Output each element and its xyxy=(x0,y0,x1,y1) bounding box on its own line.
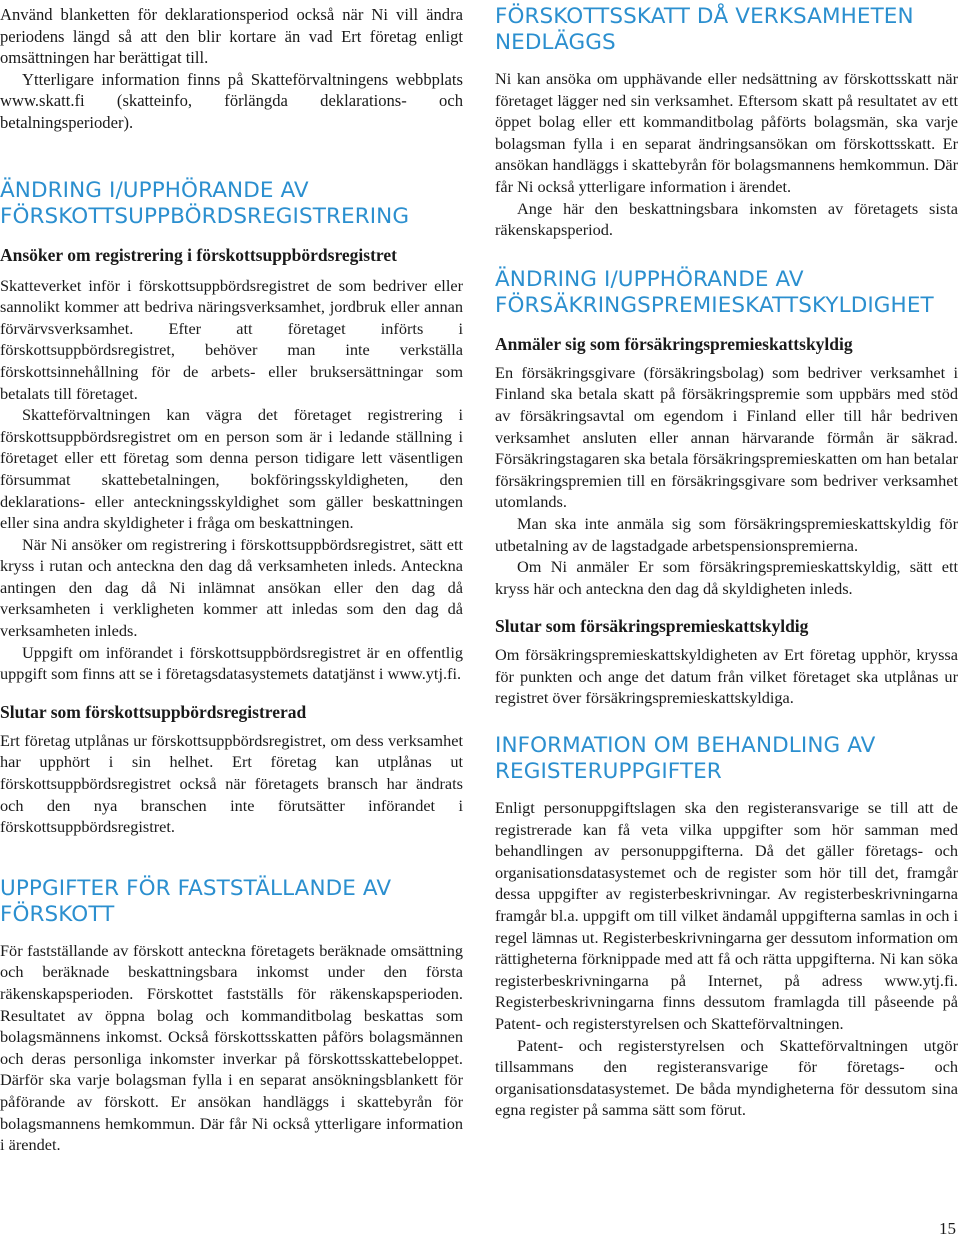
body-paragraph: En försäkringsgivare (försäkringsbolag) som bedriver verksamhet i Finland ska betala skatt på försäkringspremie som uppbärs med stöd av försäkringsavtal om egendom i Finland eller till hår bedriven verksamhet ansluten eller annan härvarande förmån är säkrad. Försäkringstagaren ska betala försäkringspremieskatten om han betalar försäkringspremien till en försäkringsgivare som bedriver verksamhet utomlands. xyxy=(495,362,958,512)
right-column xyxy=(495,4,958,1121)
body-paragraph: Skatteförvaltningen kan vägra det företaget registrering i förskottsuppbördsregistret om en person som är i ledande ställning i företaget eller ett företag som denna person tidigare lett väsentligen försummat skattebetalningen, bokföringsskyldigheten, den deklarations- eller anteckningsskyldighet som gäller beskattningen eller sina andra skyldigheter i fråga om beskattningen. xyxy=(0,405,463,533)
body-paragraph: Om försäkringspremieskattskyldigheten av Ert företag upphör, kryssa för punkten och ange det datum från vilket företaget ska utplånas ur registret över försäkringspremieskattskyldiga. xyxy=(495,645,958,708)
subheading-end-registration: Slutar som förskottsuppbördsregistrerad xyxy=(0,701,307,722)
intro-paragraph: Använd blanketten för deklarationsperiod också när Ni vill ändra periodens längd så att den blir kortare än vad Ert företag enligt omsättningen har berättigat till. xyxy=(0,5,463,68)
section-heading-prepayment: UPPGIFTER FÖR FASTSTÄLLANDE AV FÖRSKOTT xyxy=(0,875,392,927)
body-paragraph: Enligt personuppgiftslagen ska den registeransvarige se till att de registrerade kan få veta vilka uppgifter som hör samman med behandlingen av personuppgifterna. Då det gäller företags- och organisationsdatasystemet och de register som hör till det, framgår dessa uppgifter av registerbeskrivningar. Av registerbeskrivningarna framgår bl.a. uppgift om till vilket ändamål uppgifterna samlas in och i regel lämnas ut. Registerbeskrivningarna ger dessutom information om rättigheterna förknippade med att få och rätta uppgifterna. Ni kan söka registerbeskrivningarna på Internet, på adress www.ytj.fi. Registerbeskrivningarna finns dessutom framlagda till påseende på Patent- och registerstyrelsen och Skatteförvaltningen. xyxy=(495,798,958,1033)
subheading-register-insurance-tax: Anmäler sig som försäkringspremieskattskyldig xyxy=(495,333,853,354)
section-heading-registration: ÄNDRING I/UPPHÖRANDE AV FÖRSKOTTSUPPBÖRDSREGISTRERING xyxy=(0,177,410,229)
left-column xyxy=(0,4,463,1156)
body-paragraph: Skatteverket inför i förskottsuppbördsregistret de som bedriver eller sannolikt kommer att bedriva näringsverksamhet, jordbruk eller annan förvärvsverksamhet. Efter att företaget införts i förskottsuppbördsregistret, behöver man inte verkställa förskottsinnehållning för de arbets- eller bruksersättningar som betalats till företaget. xyxy=(0,275,463,403)
body-paragraph: Patent- och registerstyrelsen och Skatteförvaltningen utgör tillsammans den registeransvarige för företags- och organisationsdatasystemet. De båda myndigheterna för dessutom sina egna register på samma sätt som förut. xyxy=(495,1035,958,1120)
body-paragraph: Ange här den beskattningsbara inkomsten av företagets sista räkenskapsperiod. xyxy=(495,198,958,240)
body-paragraph: Ni kan ansöka om upphävande eller nedsättning av förskottsskatt när företaget lägger ned sin verksamhet. Eftersom skatt på resultatet av ett öppet bolag eller ett kommanditbolag påförts bolagsmän, ska varje bolagsman fylla i en separat ändringsansökan om förskottsskatt. Er ansökan handläggs i skattebyrån för bolagsmannens hemkommun. Där får Ni också ytterligare information i ärendet. xyxy=(495,69,958,196)
subheading-apply-registration: Ansöker om registrering i förskottsuppbördsregistret xyxy=(0,244,397,265)
body-paragraph: Ert företag utplånas ur förskottsuppbördsregistret, om dess verksamhet har upphört i sin helhet. Ert företag kan utplånas ut förskottsuppbördsregistret också när företagets bransch har ändrats och den nya branschen inte förutsätter införandet i förskottsuppbördsregistret. xyxy=(0,730,463,837)
section-heading-prepayment-tax-closure: FÖRSKOTTSSKATT DÅ VERKSAMHETEN NEDLÄGGS xyxy=(495,4,914,55)
body-paragraph: Uppgift om införandet i förskottsuppbördsregistret är en offentlig uppgift som finns att se i företagsdatasystemets datatjänst i www.ytj.fi. xyxy=(0,642,463,684)
body-paragraph: Om Ni anmäler Er som försäkringspremieskattskyldig, sätt ett kryss här och anteckna den dag då skyldigheten inleds. xyxy=(495,557,958,598)
body-paragraph: För fastställande av förskott anteckna företagets beräknade omsättning och beräknade beskattningsbara inkomst under den första räkenskapsperioden. Förskottet fastställs för räkenskapsperioden. Resultatet av öppna bolag och kommanditbolag beskattas som bolagsmännens inkomst. Också förskottsskatten påförs bolagsmännen och deras personliga inkomster inverkar på förskottsskattebeloppet. Därför ska varje bolagsman fylla i en separat ansökningsblankett för påförande av förskott. Er ansökan handläggs i skattebyrån för bolagsmannens hemkommun. Där får Ni också ytterligare information i ärendet. xyxy=(0,940,463,1155)
section-heading-register-info: INFORMATION OM BEHANDLING AV REGISTERUPPGIFTER xyxy=(495,733,876,785)
body-paragraph: Man ska inte anmäla sig som försäkringspremieskattskyldig för utbetalning av de lagstadgade arbetspensionspremierna. xyxy=(495,513,958,555)
body-paragraph: När Ni ansöker om registrering i förskottsuppbördsregistret, sätt ett kryss i rutan och anteckna den dag då verksamheten inleds. Anteckna antingen den dag då Ni inlämnat ansökan eller den dag då verksamheten i verkligheten kommer att inledas som den dag då verksamheten inleds. xyxy=(0,534,463,641)
intro-paragraph: Ytterligare information finns på Skatteförvaltningens webbplats www.skatt.fi (skatteinfo, förlängda deklarations- och betalningsperioder). xyxy=(0,69,463,132)
page-number: 15 xyxy=(939,1219,956,1238)
section-heading-insurance-premium-tax: ÄNDRING I/UPPHÖRANDE AV FÖRSÄKRINGSPREMIESKATTSKYLDIGHET xyxy=(495,266,934,318)
subheading-end-insurance-tax: Slutar som försäkringspremieskattskyldig xyxy=(495,616,809,637)
